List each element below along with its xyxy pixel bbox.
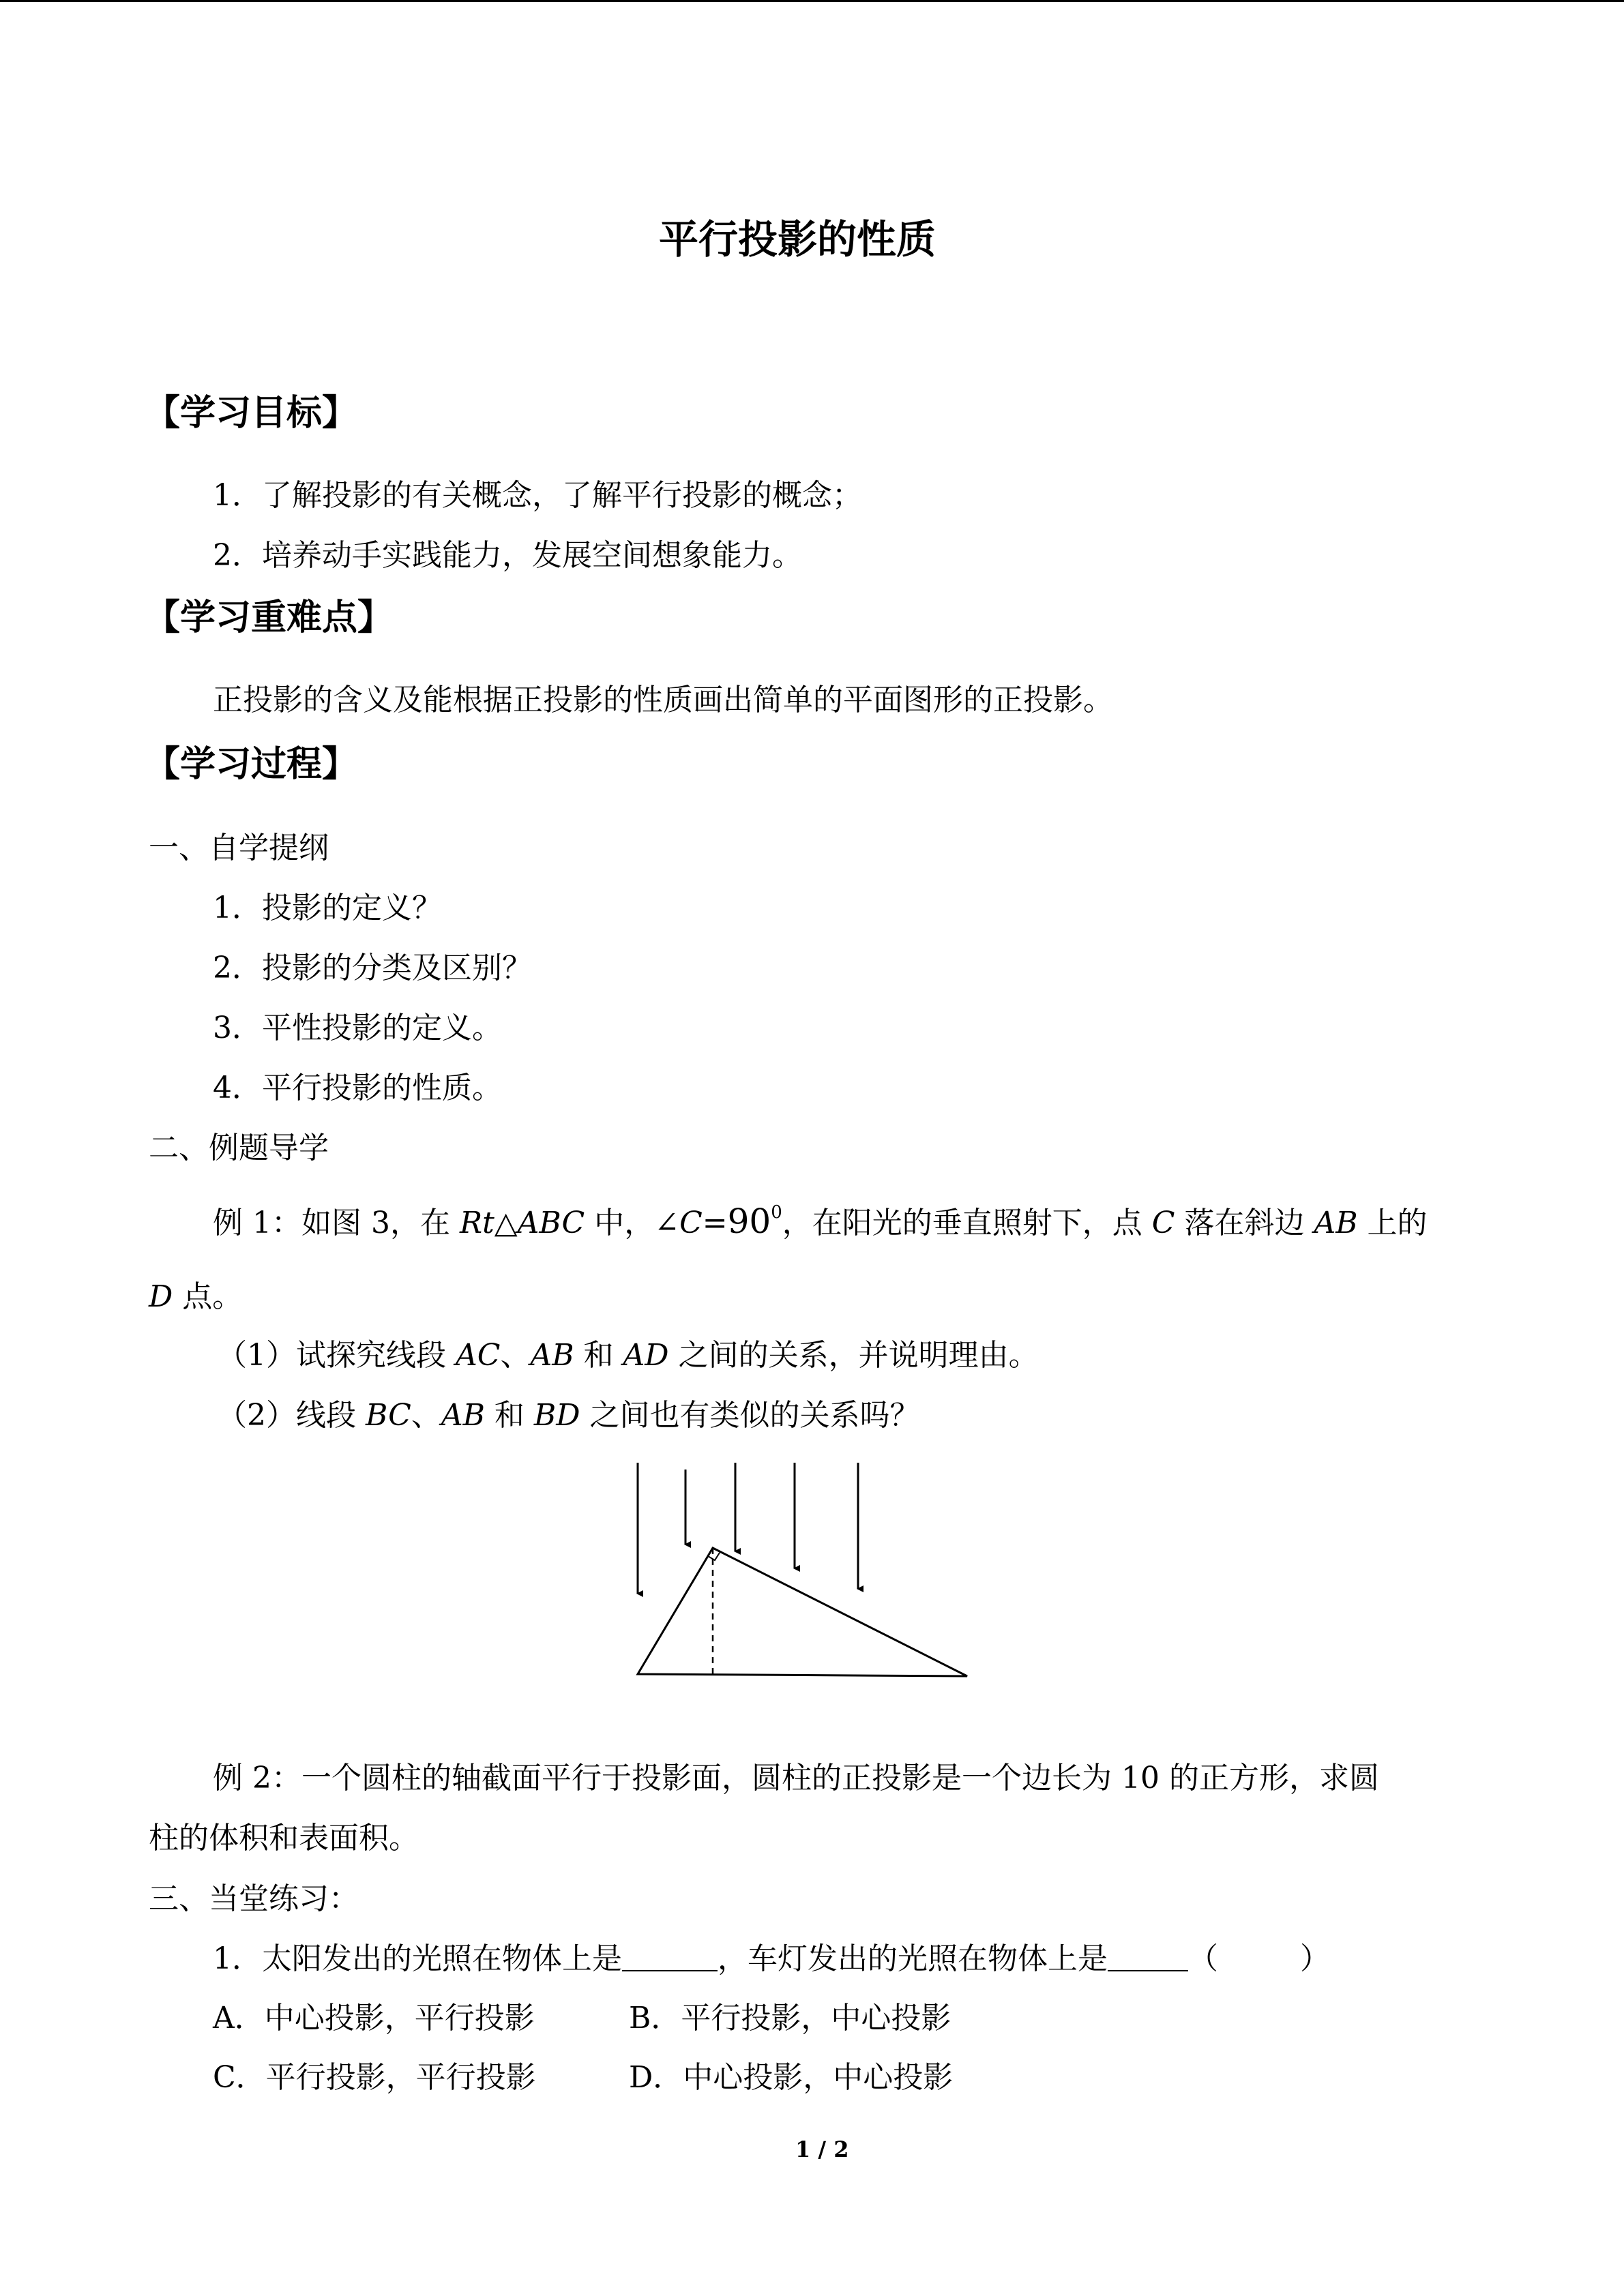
option-b: B．平行投影，中心投影 [629, 2001, 951, 2036]
ex1-eq: = [702, 1206, 728, 1240]
q2-ab: AB [441, 1398, 485, 1433]
example1-question-1 [217, 1338, 1039, 1373]
q1-ac: AC [455, 1338, 501, 1373]
ex1-text-4: 落在斜边 [1175, 1206, 1314, 1240]
part3-heading: 三、当堂练习： [149, 1881, 359, 1916]
answer-blank-1[interactable] [622, 1945, 718, 1971]
ex-q1-paren-close: ） [1300, 1941, 1330, 1976]
example1-line1 [213, 1202, 1428, 1241]
top-border-line [0, 0, 1624, 2]
q2-sep: 、 [411, 1398, 441, 1433]
ex1-abc: ABC [517, 1206, 585, 1240]
key-points-text: 正投影的含义及能根据正投影的性质画出简单的平面图形的正投影。 [213, 683, 1113, 717]
example2-line1: 例 2：一个圆柱的轴截面平行于投影面，圆柱的正投影是一个边长为 10 的正方形，求圆 [213, 1761, 1379, 1795]
ex1-triangle-symbol: △ [494, 1206, 518, 1240]
example1-line2 [149, 1279, 243, 1314]
q1-text-a: （1）试探究线段 [217, 1338, 456, 1373]
ex1-text-2: 中， [585, 1206, 655, 1240]
ex1-text-5: 上的 [1357, 1206, 1428, 1240]
page-title: 平行投影的性质 [659, 216, 936, 263]
q2-bd: BD [533, 1398, 580, 1433]
answer-blank-2[interactable] [1108, 1945, 1188, 1971]
ex1-c: C [679, 1206, 703, 1240]
q1-ad: AD [623, 1338, 669, 1373]
goal-item-1: 1．了解投影的有关概念，了解平行投影的概念； [213, 478, 862, 513]
ex1-text-6: 点。 [173, 1279, 243, 1314]
ex1-d: D [149, 1279, 173, 1314]
section-heading-goals: 【学习目标】 [145, 392, 358, 434]
section-heading-process: 【学习过程】 [145, 743, 358, 785]
ex-q1-paren-open: （ [1188, 1941, 1218, 1976]
section-heading-key-points: 【学习重难点】 [145, 597, 394, 638]
option-a: A．中心投影，平行投影 [213, 2001, 535, 2036]
ex1-c2: C [1151, 1206, 1175, 1240]
option-d: D．中心投影，中心投影 [629, 2060, 954, 2095]
q1-text-g: 之间的关系，并说明理由。 [668, 1338, 1039, 1373]
example2-line2: 柱的体积和表面积。 [149, 1821, 419, 1855]
q1-sep: 、 [500, 1338, 531, 1373]
ex1-text-3: ，在阳光的垂直照射下，点 [782, 1206, 1152, 1240]
q2-bc: BC [365, 1398, 411, 1433]
ex1-ab: AB [1314, 1206, 1358, 1240]
part1-heading: 一、自学提纲 [149, 831, 329, 865]
option-c: C．平行投影，平行投影 [213, 2060, 536, 2095]
ex-q1-text-a: 1．太阳发出的光照在物体上是 [213, 1941, 622, 1976]
ex1-degree-sup: 0 [771, 1202, 782, 1223]
part1-item-4: 4．平行投影的性质。 [213, 1071, 502, 1105]
part1-item-3: 3．平性投影的定义。 [213, 1011, 502, 1045]
part1-item-1: 1．投影的定义？ [213, 891, 442, 925]
ex1-angle-symbol: ∠ [654, 1206, 680, 1240]
ex-q1-text-b: ，车灯发出的光照在物体上是 [718, 1941, 1108, 1976]
exercise-question-1 [213, 1941, 1330, 1976]
part1-item-2: 2．投影的分类及区别？ [213, 951, 532, 985]
goal-item-2: 2．培养动手实践能力，发展空间想象能力。 [213, 538, 802, 573]
ex1-text-1: 例 1：如图 3，在 [213, 1206, 460, 1240]
q1-ab: AB [530, 1338, 574, 1373]
figure-3-diagram [593, 1452, 1016, 1746]
ex1-angle-value: 90 [727, 1202, 771, 1241]
triangle-abc [638, 1548, 967, 1676]
example1-question-2 [217, 1398, 920, 1433]
q2-text-a: （2）线段 [217, 1398, 366, 1433]
part2-heading: 二、例题导学 [149, 1131, 329, 1165]
q2-text-g: 之间也有类似的关系吗？ [580, 1398, 920, 1433]
q1-and: 和 [574, 1338, 623, 1373]
q2-and: 和 [484, 1398, 534, 1433]
page-number: 1 / 2 [795, 2136, 849, 2162]
ex1-rt: Rt [459, 1206, 494, 1240]
